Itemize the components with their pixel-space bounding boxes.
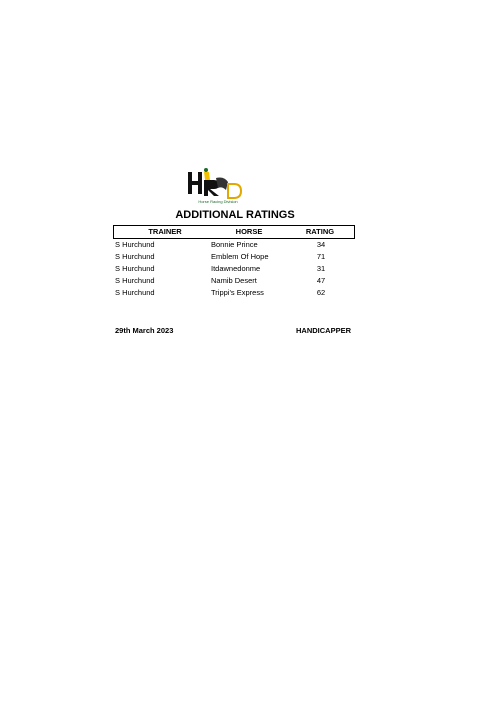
- cell-rating: 31: [316, 264, 326, 273]
- cell-trainer: S Hurchund: [115, 252, 155, 261]
- table-row: [114, 252, 354, 264]
- cell-horse: Itdawnedonme: [211, 264, 261, 273]
- cell-trainer: S Hurchund: [115, 288, 155, 297]
- header-horse: HORSE: [235, 227, 263, 236]
- cell-horse: Namib Desert: [211, 276, 257, 285]
- table-header: [113, 225, 355, 239]
- table-row: [114, 264, 354, 276]
- table-row: [114, 276, 354, 288]
- page-title: ADDITIONAL RATINGS: [175, 209, 295, 221]
- cell-horse: Trippi's Express: [211, 288, 264, 297]
- table-row: [114, 240, 354, 252]
- header-trainer: TRAINER: [148, 227, 182, 236]
- cell-rating: 62: [316, 288, 326, 297]
- cell-trainer: S Hurchund: [115, 264, 155, 273]
- footer-date: 29th March 2023: [115, 326, 174, 335]
- cell-trainer: S Hurchund: [115, 276, 155, 285]
- footer-signatory: HANDICAPPER: [296, 326, 352, 335]
- cell-horse: Emblem Of Hope: [211, 252, 269, 261]
- cell-trainer: S Hurchund: [115, 240, 155, 249]
- logo-caption: Horse Racing Division: [198, 199, 238, 204]
- cell-rating: 71: [316, 252, 326, 261]
- table-row: [114, 288, 354, 300]
- cell-rating: 47: [316, 276, 326, 285]
- header-rating: RATING: [305, 227, 335, 236]
- cell-rating: 34: [316, 240, 326, 249]
- cell-horse: Bonnie Prince: [211, 240, 258, 249]
